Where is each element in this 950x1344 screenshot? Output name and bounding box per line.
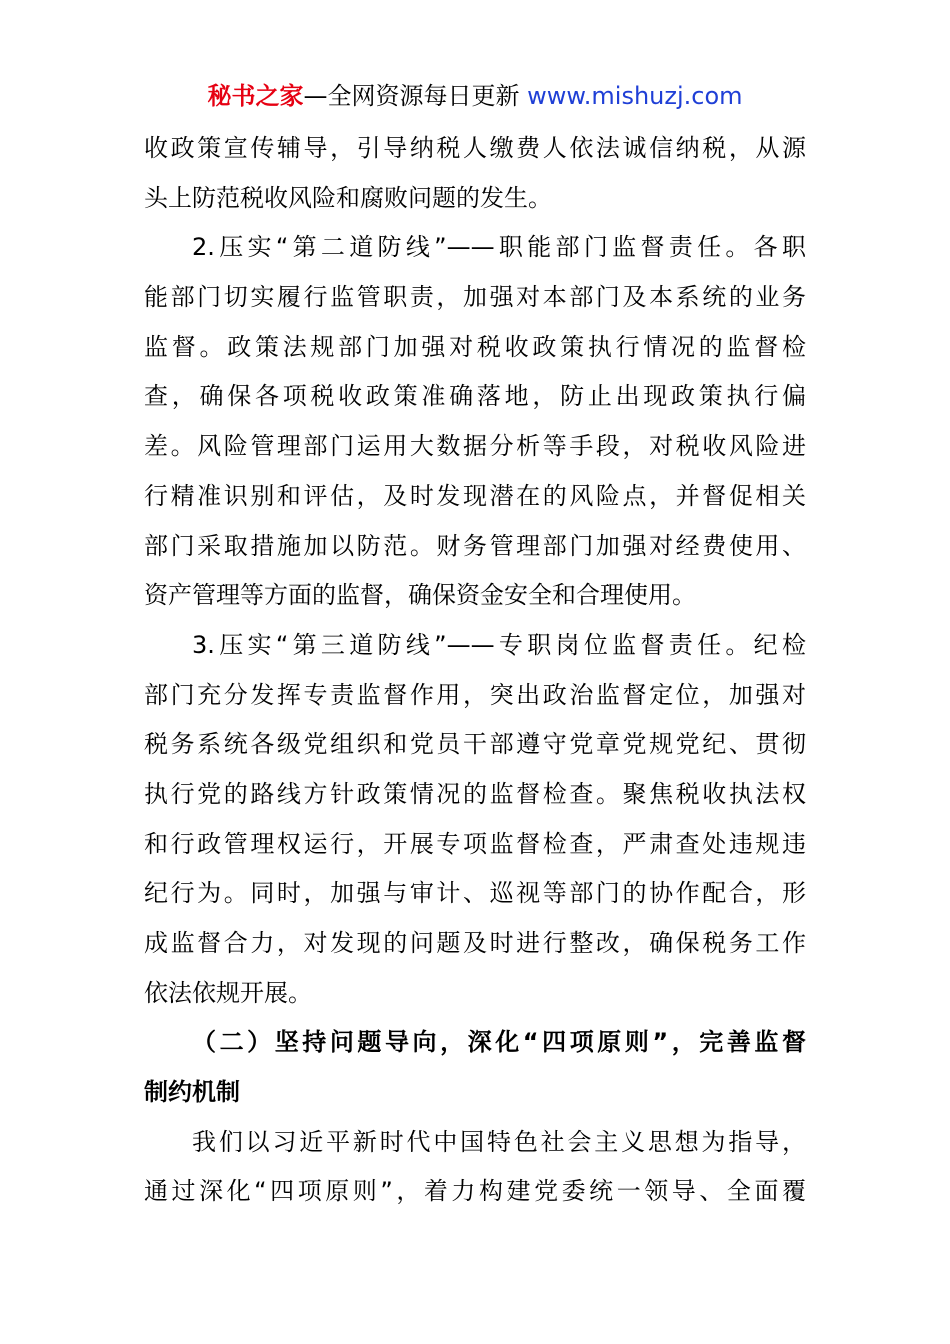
paragraph-line: 3.压实“第三道防线”——专职岗位监督责任。纪检 xyxy=(192,630,806,659)
paragraph-line: 监督。政策法规部门加强对税收政策执行情况的监督检 xyxy=(144,332,806,361)
paragraph-line: 和行政管理权运行，开展专项监督检查，严肃查处违规违 xyxy=(144,829,806,858)
paragraph-line: 成监督合力，对发现的问题及时进行整改，确保税务工作 xyxy=(144,929,806,957)
paragraph-line: 我们以习近平新时代中国特色社会主义思想为指导， xyxy=(192,1127,806,1156)
paragraph-line: 通过深化“四项原则”，着力构建党委统一领导、全面覆 xyxy=(144,1177,806,1206)
paragraph-line: 税务系统各级党组织和党员干部遵守党章党规党纪、贯彻 xyxy=(144,730,806,759)
paragraph-line: 纪行为。同时，加强与审计、巡视等部门的协作配合，形 xyxy=(144,879,806,908)
paragraph-line: 差。风险管理部门运用大数据分析等手段，对税收风险进 xyxy=(144,432,806,461)
paragraph-line: 部门充分发挥专责监督作用，突出政治监督定位，加强对 xyxy=(144,680,806,709)
paragraph-line: 收政策宣传辅导，引导纳税人缴费人依法诚信纳税，从源 xyxy=(144,134,806,162)
section-heading-line: 制约机制 xyxy=(144,1078,240,1107)
header-tagline: —全网资源每日更新 xyxy=(303,82,528,110)
paragraph-line: 资产管理等方面的监督，确保资金安全和合理使用。 xyxy=(144,581,696,610)
paragraph-line: 2.压实“第二道防线”——职能部门监督责任。各职 xyxy=(192,233,806,262)
paragraph-line: 查，确保各项税收政策准确落地，防止出现政策执行偏 xyxy=(144,382,806,411)
paragraph-line: 执行党的路线方针政策情况的监督检查。聚焦税收执法权 xyxy=(144,779,806,808)
paragraph-line: 头上防范税收风险和腐败问题的发生。 xyxy=(144,183,552,212)
site-url[interactable]: www.mishuzj.com xyxy=(527,82,743,110)
section-heading-line: （二）坚持问题导向，深化“四项原则”，完善监督 xyxy=(192,1028,806,1057)
paragraph-line: 依法依规开展。 xyxy=(144,978,312,1007)
document-body xyxy=(144,124,806,1217)
paragraph-line: 行精准识别和评估，及时发现潜在的风险点，并督促相关 xyxy=(144,481,806,510)
paragraph-line: 部门采取措施加以防范。财务管理部门加强对经费使用、 xyxy=(144,531,806,560)
paragraph-line: 能部门切实履行监管职责，加强对本部门及本系统的业务 xyxy=(144,283,806,312)
brand-name: 秘书之家 xyxy=(207,82,304,110)
site-header xyxy=(0,80,950,112)
